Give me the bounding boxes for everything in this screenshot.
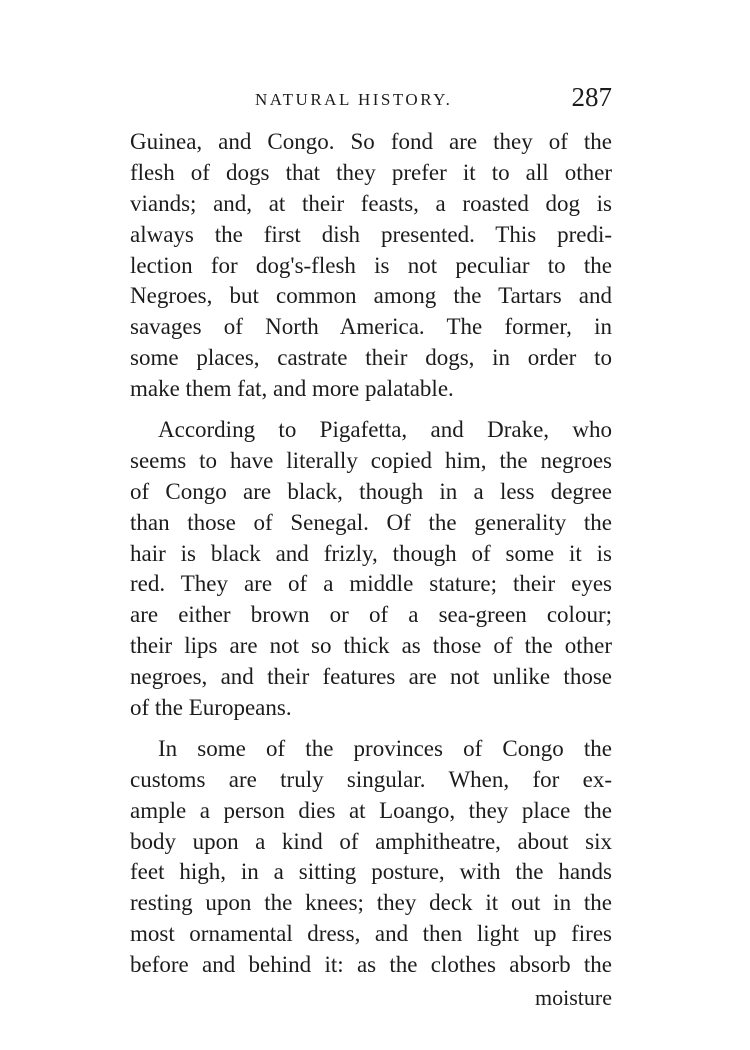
text-line: their lips are not so thick as those of the other xyxy=(130,633,612,659)
text-line: According to Pigafetta, and Drake, who xyxy=(158,417,612,443)
text-line: customs are truly singular. When, for ex- xyxy=(130,766,612,792)
text-line: seems to have literally copied him, the negroes xyxy=(130,447,612,473)
text-line: body upon a kind of amphitheatre, about six xyxy=(130,828,612,854)
text-line: ample a person dies at Loango, they place the xyxy=(130,797,612,823)
paragraph-3 xyxy=(130,734,612,981)
text-line: Guinea, and Congo. So fond are they of the xyxy=(130,129,612,154)
text-line: of Congo are black, though in a less degree xyxy=(130,478,612,504)
text-line: feet high, in a sitting posture, with the hands xyxy=(130,859,612,885)
paragraph-1 xyxy=(130,127,612,405)
text-line: red. They are of a middle stature; their eyes xyxy=(130,571,612,597)
running-head xyxy=(130,82,612,116)
paragraph-2 xyxy=(130,415,612,724)
catchword: moisture xyxy=(535,985,612,1010)
text-line: viands; and, at their feasts, a roasted dog is xyxy=(130,190,612,216)
text-line: flesh of dogs that they prefer it to all other xyxy=(130,159,612,185)
running-title: NATURAL HISTORY. xyxy=(255,90,453,109)
text-line: hair is black and frizly, though of some it is xyxy=(130,540,612,566)
text-line: before and behind it: as the clothes absorb the xyxy=(130,952,612,978)
page-number: 287 xyxy=(571,82,612,112)
text-line: than those of Senegal. Of the generality the xyxy=(130,509,612,535)
text-line: always the first dish presented. This predi- xyxy=(130,221,612,247)
text-line: savages of North America. The former, in xyxy=(130,314,612,340)
text-line: In some of the provinces of Congo the xyxy=(158,735,612,761)
text-line: resting upon the knees; they deck it out in the xyxy=(130,890,612,916)
text-line: most ornamental dress, and then light up fires xyxy=(130,921,612,947)
text-line: negroes, and their features are not unlike those xyxy=(130,664,612,690)
text-line: some places, castrate their dogs, in order to xyxy=(130,345,612,371)
text-line: Negroes, but common among the Tartars and xyxy=(130,283,612,309)
text-line: make them fat, and more palatable. xyxy=(130,376,454,402)
body-text xyxy=(130,127,612,981)
text-line: of the Europeans. xyxy=(130,695,292,721)
text-line: lection for dog's-flesh is not peculiar to the xyxy=(130,252,612,278)
text-line: are either brown or of a sea-green colour; xyxy=(130,602,612,628)
